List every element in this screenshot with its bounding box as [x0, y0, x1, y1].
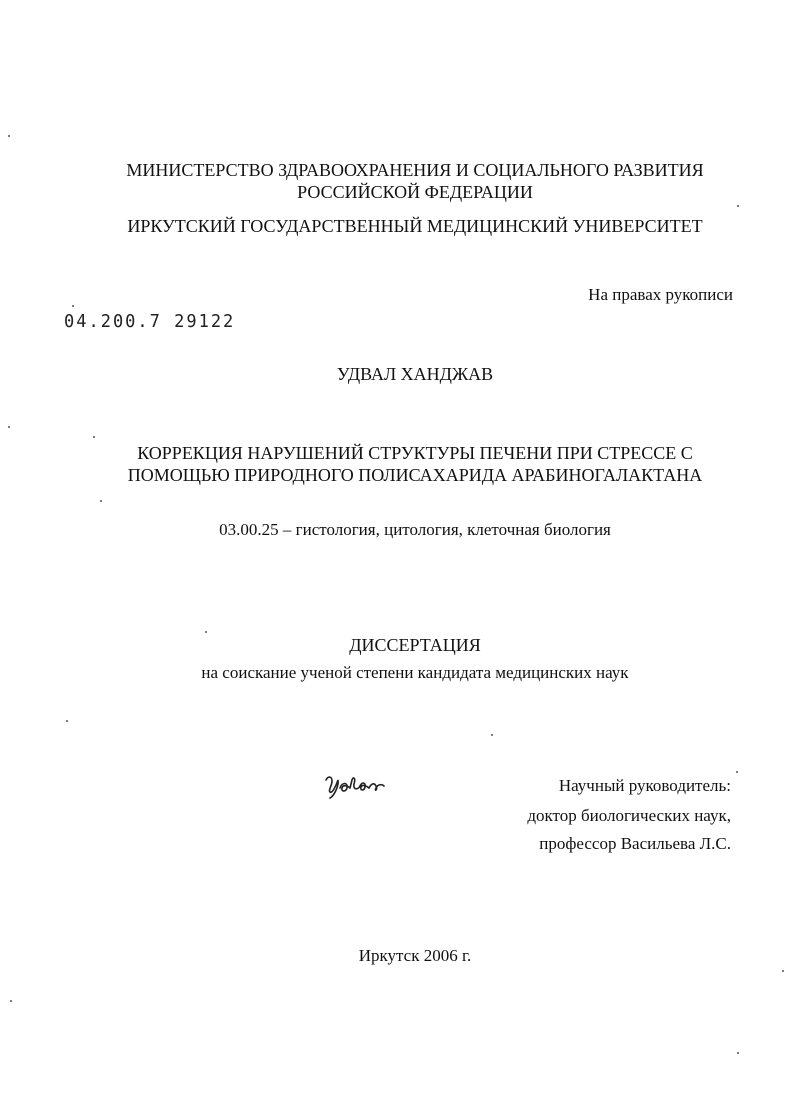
scan-speck [782, 970, 784, 972]
scan-speck [93, 436, 95, 438]
scan-speck [205, 631, 207, 633]
scan-speck [66, 720, 68, 722]
scan-speck [10, 1000, 12, 1002]
scan-speck [736, 771, 738, 773]
supervisor-name: профессор Васильева Л.С. [539, 834, 731, 853]
ministry-line-1: МИНИСТЕРСТВО ЗДРАВООХРАНЕНИЯ И СОЦИАЛЬНОГО РАЗВИТИЯ [126, 160, 704, 180]
scan-speck [100, 500, 102, 502]
city-year: Иркутск 2006 г. [358, 946, 472, 965]
scan-speck [8, 135, 10, 137]
university-name: ИРКУТСКИЙ ГОСУДАРСТВЕННЫЙ МЕДИЦИНСКИЙ УНИВЕРСИТЕТ [127, 216, 703, 236]
scan-speck [72, 305, 74, 307]
specialty-code: 03.00.25 – гистология, цитология, клеточная биология [219, 520, 611, 539]
title-line-2: ПОМОЩЬЮ ПРИРОДНОГО ПОЛИСАХАРИДА АРАБИНОГАЛАКТАНА [127, 465, 703, 485]
supervisor-label: Научный руководитель: [558, 776, 731, 795]
document-type: ДИССЕРТАЦИЯ [349, 635, 481, 655]
supervisor-degree: доктор биологических наук, [527, 806, 731, 825]
ministry-line-2: РОССИЙСКОЙ ФЕДЕРАЦИИ [297, 182, 533, 202]
manuscript-note: На правах рукописи [588, 285, 733, 304]
scan-speck [737, 205, 739, 207]
scan-speck [491, 734, 493, 736]
author-signature [322, 772, 394, 800]
author-name: УДВАЛ ХАНДЖАВ [336, 364, 494, 384]
scan-speck [8, 426, 10, 428]
registration-stamp: 04.200.7 29122 [64, 311, 236, 333]
scan-speck [737, 1052, 739, 1054]
title-line-1: КОРРЕКЦИЯ НАРУШЕНИЙ СТРУКТУРЫ ПЕЧЕНИ ПРИ СТРЕССЕ С [137, 443, 693, 463]
degree-line: на соискание ученой степени кандидата медицинских наук [201, 663, 629, 682]
